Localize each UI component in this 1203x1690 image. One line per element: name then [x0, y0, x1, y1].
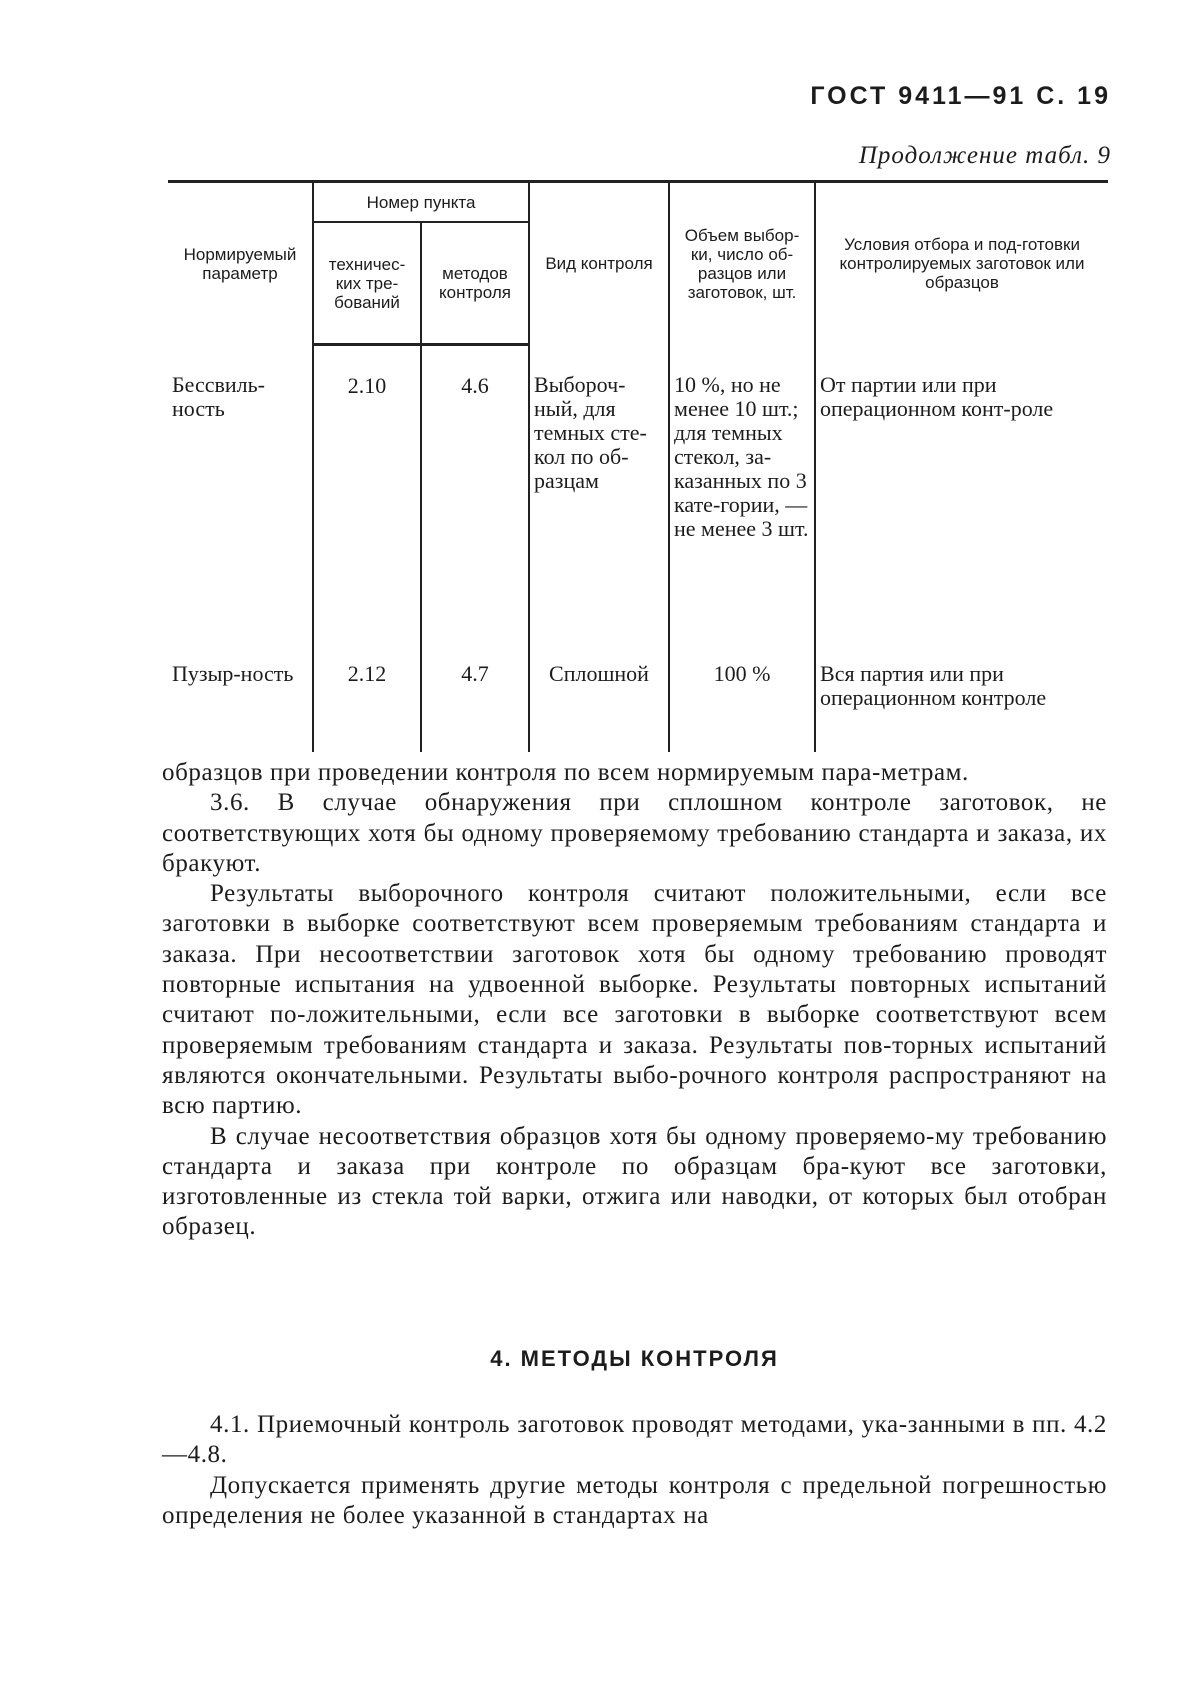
cell-tech: 2.10	[313, 345, 421, 635]
table-caption: Продолжение табл. 9	[858, 142, 1111, 169]
cell-tech: 2.12	[313, 634, 421, 752]
paragraph: 3.6. В случае обнаружения при сплошном контроле заготовок, не соответствующих хотя бы одному проверяемому требованию стандарта и заказа, их бракуют.	[162, 789, 1107, 877]
cell-sample: 100 %	[669, 634, 815, 752]
body-text-block-2	[162, 1410, 1107, 1531]
col-header-param: Нормируемый параметр	[168, 182, 313, 345]
col-header-type: Вид контроля	[529, 182, 669, 345]
col-header-group: Номер пункта	[313, 182, 529, 223]
body-text-block	[162, 758, 1107, 1243]
cell-conditions: От партии или при операционном конт-роле	[815, 345, 1108, 635]
cell-param: Пузыр-ность	[168, 634, 313, 752]
spec-table	[168, 180, 1108, 752]
cell-conditions: Вся партия или при операционном контроле	[815, 634, 1108, 752]
cell-method: 4.6	[421, 345, 529, 635]
paragraph: Допускается применять другие методы контроля с предельной погрешностью определения не более указанной в стандартах на	[162, 1471, 1107, 1529]
paragraph: В случае несоответствия образцов хотя бы одному проверяемо-му требованию стандарта и заказа при контроле по образцам бра-куют все заготовки, изготовленные из стекла той варки, отжига или наводки, от которых был отобран образец.	[162, 1122, 1107, 1241]
cell-method: 4.7	[421, 634, 529, 752]
page-header: ГОСТ 9411—91 С. 19	[810, 82, 1111, 110]
col-header-sample: Объем выбор-ки, число об-разцов или заготовок, шт.	[669, 182, 815, 345]
cell-type: Сплошной	[529, 634, 669, 752]
col-header-conditions: Условия отбора и под-готовки контролируемых заготовок или образцов	[815, 182, 1108, 345]
cell-type: Выбороч-ный, для темных сте-кол по об-разцам	[529, 345, 669, 635]
cell-param: Бессвиль-ность	[168, 345, 313, 635]
section-title: 4. МЕТОДЫ КОНТРОЛЯ	[490, 1346, 779, 1371]
col-header-tech: техничес-ких тре-бований	[313, 222, 421, 345]
paragraph: Результаты выборочного контроля считают положительными, если все заготовки в выборке соответствуют всем проверяемым требованиям стандарта и заказа. При несоответствии заготовок хотя бы одному требованию проводят повторные испытания на удвоенной выборке. Результаты повторных испытаний считают по-ложительными, если все заготовки в выборке соответствуют всем проверяемым требованиям стандарта и заказа. Результаты пов-торных испытаний являются окончательными. Результаты выбо-рочного контроля распространяют на всю партию.	[162, 880, 1107, 1120]
cell-sample: 10 %, но не менее 10 шт.; для темных стекол, за-казанных по 3 кате-гории, — не менее 3 шт.	[669, 345, 815, 635]
paragraph: образцов при проведении контроля по всем нормируемым пара-метрам.	[162, 759, 969, 786]
paragraph: 4.1. Приемочный контроль заготовок проводят методами, ука-занными в пп. 4.2—4.8.	[162, 1411, 1107, 1469]
col-header-methods: методов контроля	[421, 222, 529, 345]
table-row	[168, 345, 1108, 635]
table-row	[168, 634, 1108, 752]
